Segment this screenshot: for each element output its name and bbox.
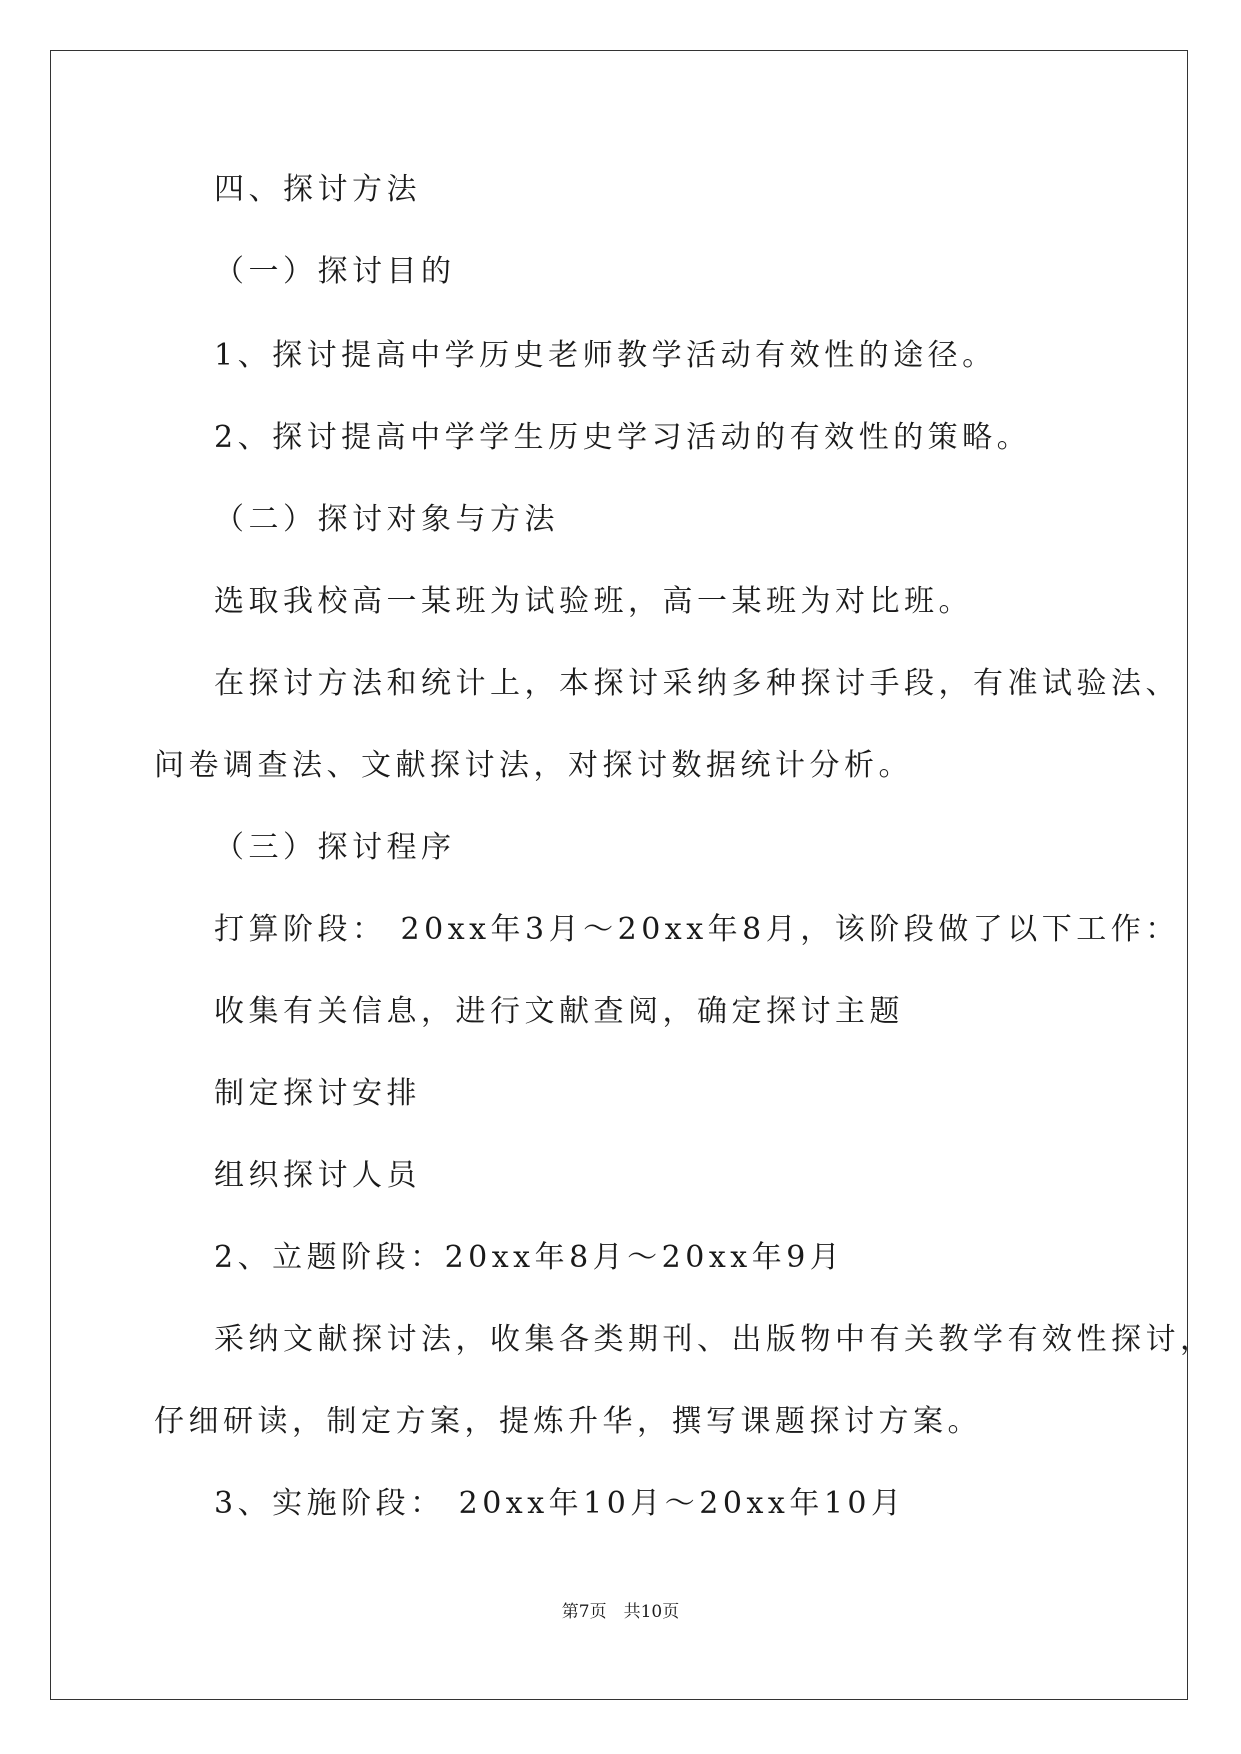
paragraph-line: 仔细研读，制定方案，提炼升华，撰写课题探讨方案。	[154, 1404, 982, 1439]
paragraph-line: 制定探讨安排	[214, 1076, 421, 1111]
subsection-heading: （二）探讨对象与方法	[214, 502, 559, 537]
paragraph-line: 2、探讨提高中学学生历史学习活动的有效性的策略。	[214, 420, 1032, 455]
paragraph-line: 在探讨方法和统计上，本探讨采纳多种探讨手段，有准试验法、	[214, 666, 1180, 701]
paragraph-line: 3、实施阶段： 20xx年10月～20xx年10月	[214, 1486, 906, 1521]
paragraph-line: 选取我校高一某班为试验班，高一某班为对比班。	[214, 584, 973, 619]
subsection-heading: （三）探讨程序	[214, 830, 456, 865]
section-heading: 四、探讨方法	[214, 172, 421, 207]
paragraph-line: 1、探讨提高中学历史老师教学活动有效性的途径。	[214, 338, 997, 373]
paragraph-line: 收集有关信息，进行文献查阅，确定探讨主题	[214, 994, 904, 1029]
paragraph-line: 问卷调查法、文献探讨法，对探讨数据统计分析。	[154, 748, 913, 783]
page-frame	[50, 50, 1188, 1700]
page-number-footer: 第7页 共10页	[561, 1602, 680, 1622]
paragraph-line: 采纳文献探讨法，收集各类期刊、出版物中有关教学有效性探讨，	[214, 1322, 1215, 1357]
subsection-heading: （一）探讨目的	[214, 254, 456, 289]
paragraph-line: 组织探讨人员	[214, 1158, 421, 1193]
paragraph-line: 打算阶段： 20xx年3月～20xx年8月，该阶段做了以下工作：	[214, 912, 1180, 947]
paragraph-line: 2、立题阶段：20xx年8月～20xx年9月	[214, 1240, 845, 1275]
